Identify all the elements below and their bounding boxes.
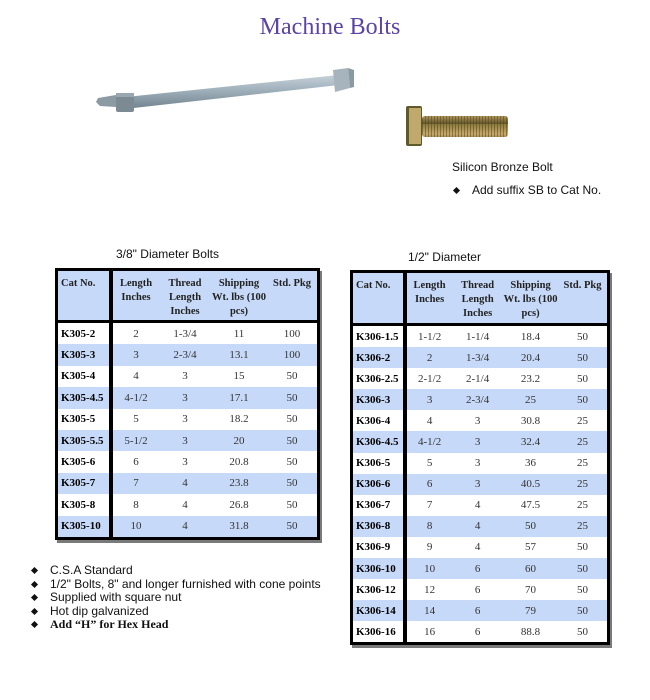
cell-cat-no: K306-12 <box>353 579 407 600</box>
cell-shipping-wt: 13.1 <box>229 349 249 362</box>
table-row <box>58 494 317 515</box>
cell-thread-length: 4 <box>474 541 481 554</box>
cell-shipping-wt: 18.2 <box>229 413 249 426</box>
cell-std-pkg: 50 <box>286 477 298 490</box>
cell-cat-no: K306-3 <box>353 389 407 410</box>
feature-item: 1/2" Bolts, 8" and longer furnished with cone points <box>32 578 321 592</box>
cell-std-pkg: 25 <box>577 457 588 470</box>
cell-length: 2 <box>426 351 433 364</box>
cell-std-pkg: 50 <box>577 625 588 638</box>
table-row <box>353 368 607 389</box>
cell-std-pkg: 50 <box>577 583 588 596</box>
cell-thread-length: 3 <box>182 434 188 447</box>
cell-thread-length: 6 <box>474 562 481 575</box>
table-row <box>58 387 317 408</box>
feature-item-hex-head: Add “H” for Hex Head <box>32 618 321 632</box>
cell-cat-no: K306-10 <box>353 558 407 579</box>
cell-std-pkg: 50 <box>286 391 298 404</box>
cell-thread-length: 1-3/4 <box>173 327 197 340</box>
cell-cat-no: K306-4.5 <box>353 431 407 452</box>
cell-std-pkg: 50 <box>577 372 588 385</box>
table-row <box>353 495 607 516</box>
cell-length: 7 <box>426 499 433 512</box>
table-row <box>353 474 607 495</box>
cell-cat-no: K305-6 <box>58 451 113 472</box>
header-length: Length Inches <box>119 278 153 303</box>
cell-shipping-wt: 20 <box>233 434 245 447</box>
cell-cat-no: K306-9 <box>353 537 407 558</box>
galvanized-bolt-image <box>86 62 356 122</box>
cell-cat-no: K305-10 <box>58 516 113 537</box>
cell-thread-length: 3 <box>474 478 481 491</box>
cell-cat-no: K306-8 <box>353 516 407 537</box>
cell-cat-no: K305-5.5 <box>58 430 113 451</box>
bullet-diamond-icon <box>31 567 38 574</box>
cell-shipping-wt: 20.4 <box>520 351 541 364</box>
table-row <box>353 516 607 537</box>
cell-shipping-wt: 47.5 <box>520 499 541 512</box>
cell-std-pkg: 50 <box>577 330 588 343</box>
header-cat-no: Cat No. <box>58 271 113 320</box>
bullet-diamond-icon <box>31 594 38 601</box>
page-title: Machine Bolts <box>259 14 401 40</box>
feature-item: Supplied with square nut <box>32 591 321 605</box>
cell-shipping-wt: 88.8 <box>520 625 541 638</box>
header-thread-length: Thread Length Inches <box>461 280 495 319</box>
bullet-diamond-icon <box>453 186 460 193</box>
cell-thread-length: 2-1/4 <box>466 372 490 385</box>
cell-shipping-wt: 26.8 <box>229 498 249 511</box>
bullet-diamond-icon <box>31 621 38 628</box>
cell-length: 3 <box>133 349 139 362</box>
cell-std-pkg: 100 <box>283 327 301 340</box>
cell-thread-length: 3 <box>474 436 481 449</box>
table-row <box>353 326 607 347</box>
table-row <box>58 473 317 494</box>
cell-cat-no: K306-4 <box>353 410 407 431</box>
cell-length: 5 <box>426 457 433 470</box>
table-row <box>58 430 317 451</box>
cell-thread-length: 3 <box>182 370 188 383</box>
cell-shipping-wt: 20.8 <box>229 456 249 469</box>
cell-cat-no: K305-5 <box>58 409 113 430</box>
cell-length: 4 <box>133 370 139 383</box>
cell-shipping-wt: 57 <box>525 541 537 554</box>
cell-thread-length: 2-3/4 <box>466 393 490 406</box>
cell-std-pkg: 50 <box>286 434 298 447</box>
cell-length: 9 <box>426 541 433 554</box>
bronze-bolt-image <box>404 104 514 148</box>
cell-thread-length: 3 <box>182 456 188 469</box>
table-3-8-diameter <box>55 268 320 540</box>
cell-shipping-wt: 31.8 <box>229 520 249 533</box>
cell-shipping-wt: 50 <box>525 520 537 533</box>
cell-cat-no: K306-5 <box>353 453 407 474</box>
feature-item: Hot dip galvanized <box>32 605 321 619</box>
cell-thread-length: 3 <box>182 391 188 404</box>
bronze-note-text: Add suffix SB to Cat No. <box>472 183 602 197</box>
header-shipping-wt: Shipping Wt. lbs (100 pcs) <box>503 280 558 319</box>
cell-length: 4-1/2 <box>417 436 442 449</box>
header-length: Length Inches <box>413 280 446 305</box>
cell-length: 8 <box>426 520 433 533</box>
table-12-caption: 1/2" Diameter <box>408 250 481 264</box>
cell-thread-length: 3 <box>182 413 188 426</box>
cell-cat-no: K306-1.5 <box>353 326 407 347</box>
cell-shipping-wt: 30.8 <box>520 414 541 427</box>
cell-thread-length: 3 <box>474 457 481 470</box>
cell-std-pkg: 50 <box>286 456 298 469</box>
bronze-suffix-note <box>454 183 601 197</box>
cell-std-pkg: 25 <box>577 478 588 491</box>
cell-shipping-wt: 25 <box>525 393 537 406</box>
cell-shipping-wt: 60 <box>525 562 537 575</box>
table-row <box>58 409 317 430</box>
cell-shipping-wt: 40.5 <box>520 478 541 491</box>
cell-shipping-wt: 23.2 <box>520 372 541 385</box>
cell-shipping-wt: 17.1 <box>229 391 249 404</box>
cell-thread-length: 1-1/4 <box>466 330 490 343</box>
cell-thread-length: 4 <box>474 520 481 533</box>
header-cat-no: Cat No. <box>353 273 407 323</box>
cell-std-pkg: 100 <box>283 349 301 362</box>
table-row <box>353 579 607 600</box>
header-std-pkg: Std. Pkg <box>563 280 602 291</box>
cell-shipping-wt: 23.8 <box>229 477 249 490</box>
cell-std-pkg: 50 <box>577 562 588 575</box>
cell-std-pkg: 25 <box>577 414 588 427</box>
cell-std-pkg: 25 <box>577 436 588 449</box>
header-shipping-wt: Shipping Wt. lbs (100 pcs) <box>212 278 266 317</box>
cell-length: 2-1/2 <box>417 372 442 385</box>
cell-cat-no: K305-4.5 <box>58 387 113 408</box>
cell-std-pkg: 50 <box>577 604 588 617</box>
table-row <box>353 431 607 452</box>
cell-cat-no: K305-3 <box>58 344 113 365</box>
cell-thread-length: 1-3/4 <box>466 351 490 364</box>
cell-length: 7 <box>133 477 139 490</box>
table-row <box>353 389 607 410</box>
cell-cat-no: K306-2.5 <box>353 368 407 389</box>
table-row <box>58 344 317 365</box>
cell-thread-length: 4 <box>182 477 188 490</box>
table-38-caption: 3/8" Diameter Bolts <box>116 247 219 261</box>
table-row <box>353 347 607 368</box>
table-row <box>353 558 607 579</box>
table-row <box>353 600 607 621</box>
cell-length: 3 <box>426 393 433 406</box>
cell-shipping-wt: 79 <box>525 604 537 617</box>
header-std-pkg: Std. Pkg <box>273 278 311 289</box>
cell-cat-no: K305-4 <box>58 366 113 387</box>
cell-length: 6 <box>426 478 433 491</box>
table-header <box>353 273 607 326</box>
feature-item: C.S.A Standard <box>32 564 321 578</box>
cell-length: 14 <box>424 604 436 617</box>
bronze-bolt-caption: Silicon Bronze Bolt <box>452 160 553 174</box>
cell-std-pkg: 50 <box>286 370 298 383</box>
cell-shipping-wt: 15 <box>233 370 245 383</box>
cell-thread-length: 4 <box>474 499 481 512</box>
table-row <box>58 451 317 472</box>
cell-shipping-wt: 32.4 <box>520 436 541 449</box>
cell-cat-no: K306-6 <box>353 474 407 495</box>
table-row <box>58 323 317 344</box>
cell-length: 5 <box>133 413 139 426</box>
cell-length: 16 <box>424 625 436 638</box>
cell-length: 4 <box>426 414 433 427</box>
table-row <box>353 410 607 431</box>
cell-length: 5-1/2 <box>124 434 148 447</box>
cell-length: 12 <box>424 583 436 596</box>
cell-std-pkg: 50 <box>577 541 588 554</box>
cell-std-pkg: 25 <box>577 520 588 533</box>
table-header <box>58 271 317 323</box>
bullet-diamond-icon <box>31 581 38 588</box>
cell-cat-no: K305-2 <box>58 323 113 344</box>
table-1-2-diameter <box>350 270 610 645</box>
cell-length: 4-1/2 <box>124 391 148 404</box>
cell-length: 2 <box>133 327 139 340</box>
cell-cat-no: K306-2 <box>353 347 407 368</box>
bullet-diamond-icon <box>31 608 38 615</box>
cell-cat-no: K306-7 <box>353 495 407 516</box>
cell-thread-length: 6 <box>474 604 481 617</box>
header-thread-length: Thread Length Inches <box>168 278 202 317</box>
cell-cat-no: K306-16 <box>353 621 407 642</box>
table-row <box>58 516 317 537</box>
feature-list <box>32 564 321 632</box>
cell-length: 6 <box>133 456 139 469</box>
cell-std-pkg: 50 <box>286 498 298 511</box>
cell-cat-no: K306-14 <box>353 600 407 621</box>
cell-std-pkg: 50 <box>577 393 588 406</box>
cell-length: 10 <box>130 520 142 533</box>
cell-cat-no: K305-8 <box>58 494 113 515</box>
cell-thread-length: 6 <box>474 583 481 596</box>
cell-shipping-wt: 11 <box>233 327 245 340</box>
table-row <box>353 453 607 474</box>
cell-length: 8 <box>133 498 139 511</box>
cell-std-pkg: 50 <box>577 351 588 364</box>
cell-thread-length: 4 <box>182 498 188 511</box>
table-row <box>353 621 607 642</box>
cell-thread-length: 6 <box>474 625 481 638</box>
cell-thread-length: 3 <box>474 414 481 427</box>
cell-std-pkg: 50 <box>286 520 298 533</box>
table-row <box>353 537 607 558</box>
cell-shipping-wt: 70 <box>525 583 537 596</box>
cell-shipping-wt: 18.4 <box>520 330 541 343</box>
cell-cat-no: K305-7 <box>58 473 113 494</box>
table-row <box>58 366 317 387</box>
cell-length: 1-1/2 <box>417 330 442 343</box>
cell-thread-length: 2-3/4 <box>173 349 197 362</box>
cell-length: 10 <box>424 562 436 575</box>
cell-shipping-wt: 36 <box>525 457 537 470</box>
cell-std-pkg: 50 <box>286 413 298 426</box>
cell-std-pkg: 25 <box>577 499 588 512</box>
cell-thread-length: 4 <box>182 520 188 533</box>
